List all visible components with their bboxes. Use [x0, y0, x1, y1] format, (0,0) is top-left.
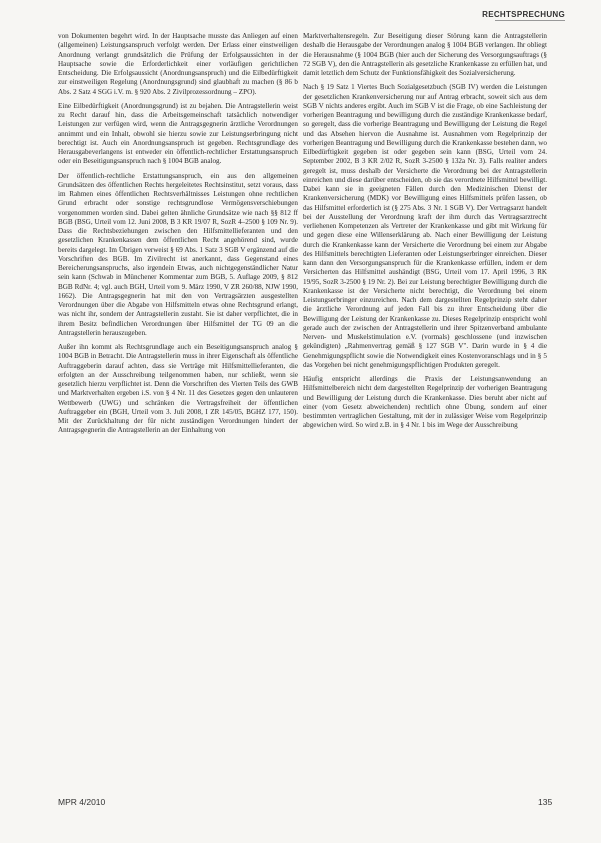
page-number: 135	[538, 797, 553, 807]
paragraph: Nach § 19 Satz 1 Viertes Buch Sozialgesetzbuch (SGB IV) werden die Leistungen der gesetzlichen Krankenversicherung nur auf Antrag erbracht, soweit sich aus dem SGB V nichts anderes ergibt. Auch im SGB V ist die Frage, ob eine Sachleistung der vorherigen Beantragung und bewilligung durch die zuständige Krankenkasse bedarf, so geregelt, dass die vorherige Beantragung und Bewilligung der Leistung die Regel und das Absehen hiervon die Ausnahme ist. Ausnahmen vom Regelprinzip der vorherigen Beantragung und Bewilligung durch die Krankenkasse bestehen dann, wo Eilbedürftigkeit gegeben ist oder gegeben sein kann (BSG, Urteil vom 24. September 2002, B 3 KR 2/02 R, SozR 3-2500 § 132a Nr. 3). Falls realiter anders geregelt ist, muss deshalb der Versicherte die Verordnung bei der Antragstellerin einreichen und diese darüber entscheiden, ob sie das verordnete Hilfsmittel bewilligt. Dabei kann sie in geeigneten Fällen durch den Medizinischen Dienst der Krankenversicherung (MDK) vor Bewilligung eines Hilfsmittels prüfen lassen, ob das Hilfsmittel erforderlich ist (§ 275 Abs. 3 Nr. 1 SGB V). Der Vertragsarzt handelt bei der Ausstellung der Verordnung kraft der ihm durch das Vertragsarztrecht verliehenen Kompetenzen als Vertreter der Krankenkasse und gibt mit Wirkung für und gegen diese eine Willenserklärung ab. Nach einer Bewilligung der Leistung durch die Krankenkasse kann der Versicherte die Verordnung bei einem zur Abgabe des Hilfsmittels berechtigten Lieferanten oder Leistungserbringer einreichen. Dieser kann dann den Versorgungsanspruch für die Krankenkasse erfüllen, indem er dem Versicherten das Hilfsmittel aushändigt (BSG, Urteil vom 17. April 1996, 3 RK 19/95, SozR 3-2500 § 19 Nr. 2). Bei zur Leistung berechtigter Bewilligung durch die Krankenkasse ist der Versicherte nicht berechtigt, die Verordnung bei einem Leistungserbringer einzureichen. Nach dem dargestellten Regelprinzip steht daher die ärztliche Verordnung auf jeden Fall bis zu ihrer Entscheidung über die Bewilligung der Leistung der Krankenkasse zu. Dieses Regelprinzip entspricht wohl gerade auch der zwischen der Antragstellerin und ihrer Spitzenverband ambulante Nerven- und Muskelstimulation e.V. (vormals) geschlossene (und inzwischen gekündigten) „Rahmenvertrag gemäß § 127 SGB V". Darin wurde in § 4 die Genehmigungspflicht sowie die Notwendigkeit eines Kostenvoranschlags und in § 5 das Vorgehen bei nicht genehmigungspflichtigen Produkten geregelt.	[303, 83, 547, 369]
journal-issue: MPR 4/2010	[58, 797, 106, 807]
paragraph: von Dokumenten begehrt wird. In der Hauptsache musste das Anliegen auf einen (allgemeinen) Leistungsanspruch verfolgt werden. Der Erlass einer einstweiligen Anordnung verlangt grundsätzlich die Prüfung der Erfolgsaussichten in der Hauptsache sowie die Erforderlichkeit einer vorläufigen gerichtlichen Entscheidung. Die Erfolgsaussicht (Anordnungsanspruch) und die Eilbedürftigkeit zur einstweiligen Regelung (Anordnungsgrund) sind glaubhaft zu machen (§ 86 b Abs. 2 Satz 4 SGG i.V. m. § 920 Abs. 2 Zivilprozessordnung – ZPO).	[58, 32, 298, 96]
left-column	[58, 32, 298, 441]
section-header: RECHTSPRECHUNG	[482, 10, 565, 19]
paragraph: Marktverhaltensregeln. Zur Beseitigung dieser Störung kann die Antragstellerin deshalb die Herausgabe der Verordnungen analog § 1004 BGB verlangen. Ihr obliegt die Herausnahme (§ 1004 BGB (hier auch der Sicherung des Versorgungsauftrags (§ 72 SGB V), den die Antragstellerin als gesetzliche Krankenkasse zu erfüllen hat, und damit letztlich dem Schutz der Funktionsfähigkeit des Sozialversicherung.	[303, 32, 547, 77]
header-rule	[495, 20, 565, 21]
paragraph: Eine Eilbedürftigkeit (Anordnungsgrund) ist zu bejahen. Die Antragstellerin weist zu Recht darauf hin, dass die Arbeitsgemeinschaft tatsächlich notwendiger Leistungen zur verfügen wird, wenn die Antragsgegnerin ärztliche Verordnungen annimmt und ein Inhalt, obwohl sie hierzu sowie zur Leistungserbringung nicht berechtigt ist. Auch ein Anordnungsanspruch ist gegeben. Rechtsgrundlage des Herausgabeverlangens ist entweder ein öffentlich-rechtlicher Erstattungsanspruch oder ein Beseitigungsanspruch nach § 1004 BGB analog.	[58, 101, 298, 166]
paragraph: Außer ihn kommt als Rechtsgrundlage auch ein Beseitigungsanspruch analog § 1004 BGB in Betracht. Die Antragstellerin muss in ihrer Eigenschaft als öffentliche Auftraggeberin darauf achten, dass sie Verträge mit Hilfsmittellieferanten, die erfolgten an der Ausschreibung teilgenommen haben, nur schließt, wenn sie gesetzlich hierzu verpflichtet ist. Denn die Vorschriften des Vierten Teils des GWB und Marktverhalten ergeben i.S. von § 4 Nr. 11 des Gesetzes gegen den unlauteren Wettbewerb (UWG) und schränken die Vertragsfreiheit der öffentlichen Auftraggeber ein (BGH, Urteil vom 3. Juli 2008, I ZR 145/05, BGHZ 177, 150). Mit der Zurückhaltung der für nicht zuständigen Verordnungen hindert der Antragsgegnerin die Antragstellerin an der Einhaltung von	[58, 343, 298, 435]
paragraph: Der öffentlich-rechtliche Erstattungsanspruch, ein aus den allgemeinen Grundsätzen des öffentlichen Rechts hergeleitetes Rechtsinstitut, setzt voraus, dass im Rahmen eines öffentlichen Rechtsverhältnisses Leistungen ohne rechtlichen Grund erbracht oder sonstige rechtsgrundlose Vermögensverschiebungen vorgenommen worden sind. Dabei gelten ähnliche Grundsätze wie nach §§ 812 ff BGB (BSG, Urteil vom 12. Juni 2008, B 3 KR 19/07 R, SozR 4–2500 § 109 Nr. 9). Dass die Rechtsbeziehungen zwischen den Hilfsmittellieferanten und den gesetzlichen Krankenkassen dem öffentlichen Recht angehörend sind, wurde bereits dargelegt. Im Übrigen verweist § 69 Abs. 1 Satz 3 SGB V ergänzend auf die Vorschriften des BGB. Im Zivilrecht ist anerkannt, dass Gegenstand eines Bereicherungsanspruchs, also irgendein Etwas, auch nichtgegenständlicher Natur sein kann (Schwab in Münchener Kommentar zum BGB, 5. Auflage 2009, § 812 BGB RdNr. 4; vgl. auch BGH, Urteil vom 9. März 1990, V ZR 260/88, NJW 1990, 1662). Die Antragsgegnerin hat mit den von Vertragsärzten ausgestellten Verordnungen über die Abgabe von Hilfsmitteln etwas ohne Rechtsgrund erlangt, was nicht ihr, sondern der Antragstellerin zustaht. Sie ist daher verpflichtet, die in ihrem Besitz befindlichen Verordnungen über Hilfsmittel der TG 09 an die Antragstellerin herauszugeben.	[58, 171, 298, 337]
right-column	[303, 32, 547, 436]
paragraph: Häufig entspricht allerdings die Praxis der Leistungsanwendung an Hilfsmittelbereich nicht dem dargestellten Regelprinzip der vorherigen Beantragung und Bewilligung der Leistung durch die Krankenkasse. Dies beruht aber nicht auf einer (vom Gesetz abweichenden) rechtlich ohne Übung, sondern auf einer bestimmten vertraglichen Gestaltung, mit der in zulässiger Weise vom Regelprinzip abgewichen wird. So wird z.B. in § 4 Nr. 1 bis im Wege der Ausschreibung	[303, 375, 547, 430]
